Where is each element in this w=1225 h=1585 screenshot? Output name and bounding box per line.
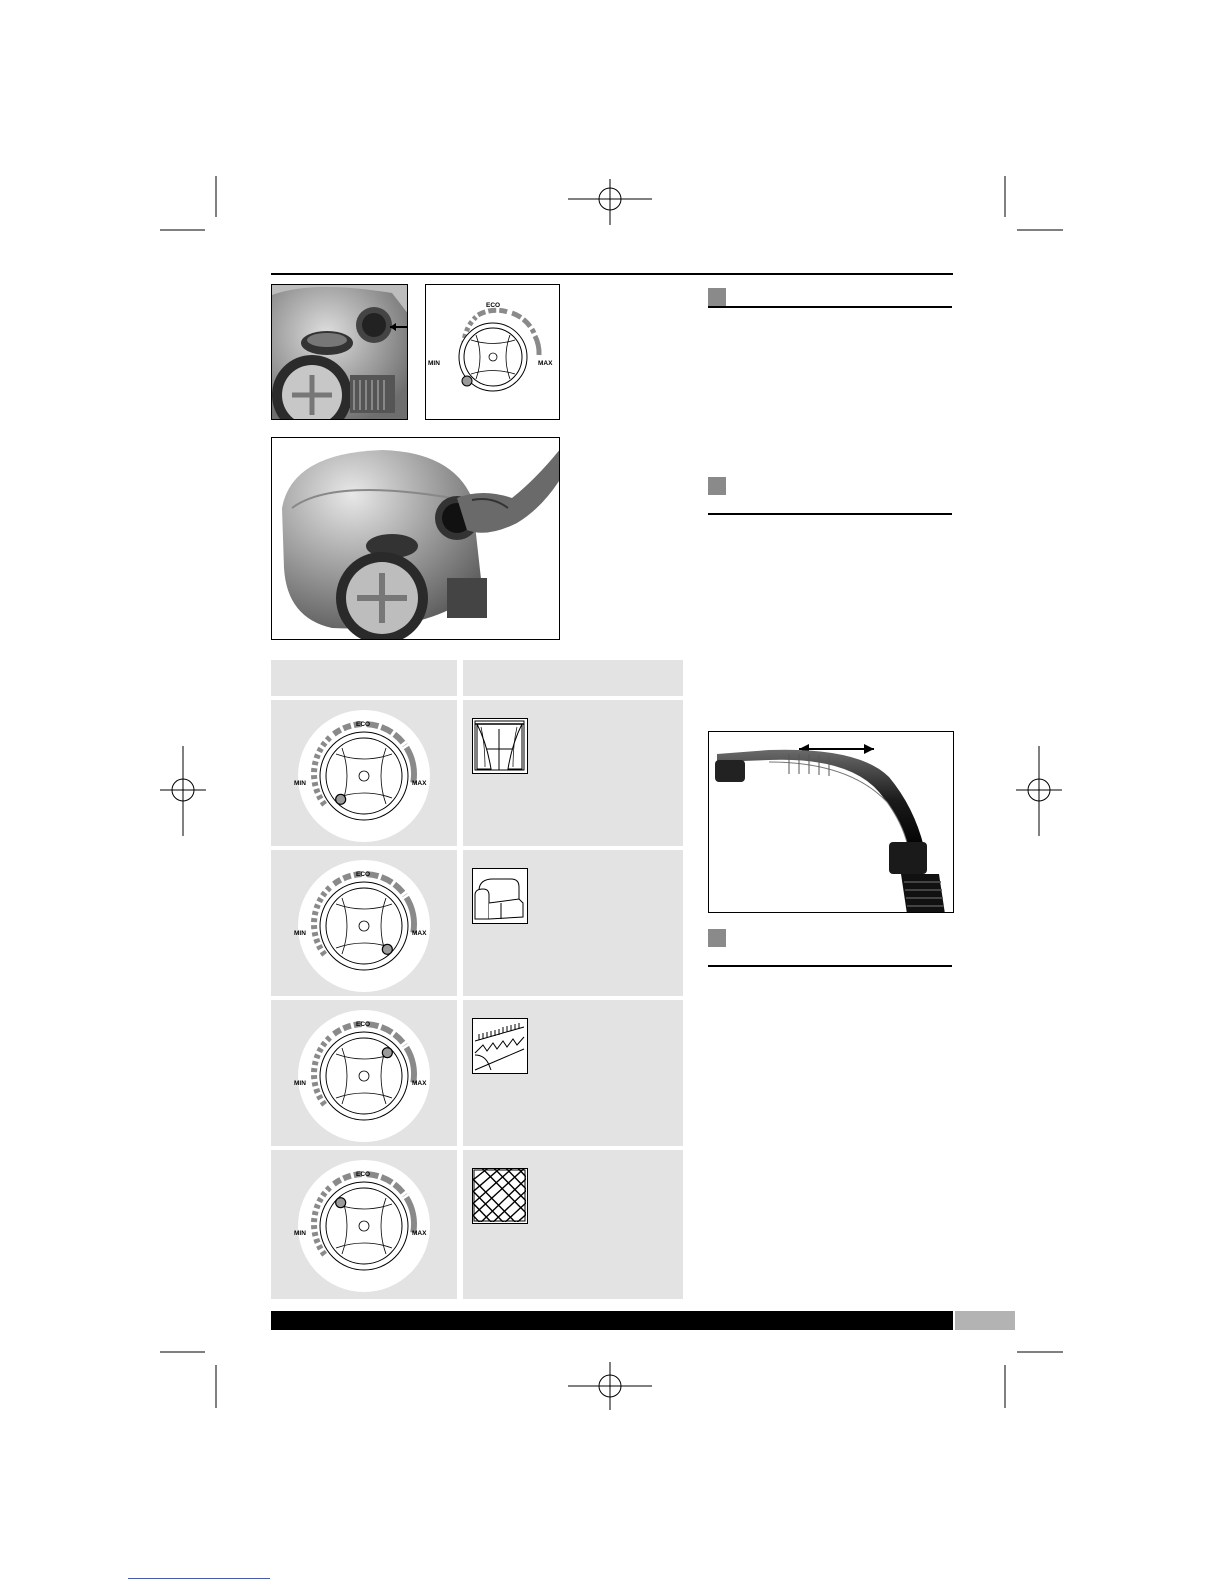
link-underline <box>128 1578 270 1579</box>
table-header-right <box>463 660 683 696</box>
dial-eco-label: ECO <box>486 302 501 309</box>
header-rule <box>271 273 953 275</box>
footer-page-tab <box>955 1311 1015 1330</box>
armchair-icon <box>472 868 528 924</box>
section-rule <box>708 513 952 515</box>
hard-floor-icon <box>472 1168 528 1224</box>
dial-min-label: MIN <box>294 1080 306 1087</box>
section-rule <box>708 306 952 308</box>
dial-max-label: MAX <box>412 930 427 937</box>
section-header-3 <box>708 929 952 969</box>
section-marker <box>708 929 726 947</box>
dial-min-label: MIN <box>294 780 306 787</box>
settings-dials <box>271 700 457 1300</box>
dial-eco-label: ECO <box>356 1021 371 1028</box>
dial-min-label: MIN <box>294 930 306 937</box>
vacuum-side-illustration <box>272 285 408 420</box>
dial-diagram <box>294 710 430 842</box>
dial-closeup-frame <box>425 284 560 420</box>
dial-diagram <box>294 860 430 992</box>
dial-position-marker <box>382 1048 392 1058</box>
dial-position-marker <box>336 794 346 804</box>
vacuum-side-photo <box>271 284 408 420</box>
hose-handle-illustration <box>709 732 954 913</box>
vacuum-hand-photo <box>271 437 560 640</box>
section-marker <box>708 288 726 306</box>
carpet-icon <box>472 1018 528 1074</box>
footer-bar <box>271 1311 953 1330</box>
dial-position-marker <box>336 1198 346 1208</box>
section-rule <box>708 965 952 967</box>
dial-max-label: MAX <box>412 1080 427 1087</box>
power-dial-diagram <box>426 285 560 420</box>
dial-min-label: MIN <box>294 1230 306 1237</box>
dial-max-label: MAX <box>412 780 427 787</box>
hose-handle-photo <box>708 731 954 913</box>
dial-min-label: MIN <box>428 360 440 367</box>
dial-eco-label: ECO <box>356 1171 371 1178</box>
section-header-1 <box>708 288 952 308</box>
dial-eco-label: ECO <box>356 871 371 878</box>
dial-diagram <box>294 1160 430 1292</box>
dial-max-label: MAX <box>412 1230 427 1237</box>
dial-diagram <box>294 1010 430 1142</box>
section-header-2 <box>708 477 952 517</box>
curtains-icon <box>472 718 528 774</box>
dial-max-label: MAX <box>538 360 553 367</box>
hand-dial-illustration <box>272 438 560 640</box>
dial-position-marker <box>382 944 392 954</box>
dial-eco-label: ECO <box>356 721 371 728</box>
section-marker <box>708 477 726 495</box>
table-header-left <box>271 660 457 696</box>
